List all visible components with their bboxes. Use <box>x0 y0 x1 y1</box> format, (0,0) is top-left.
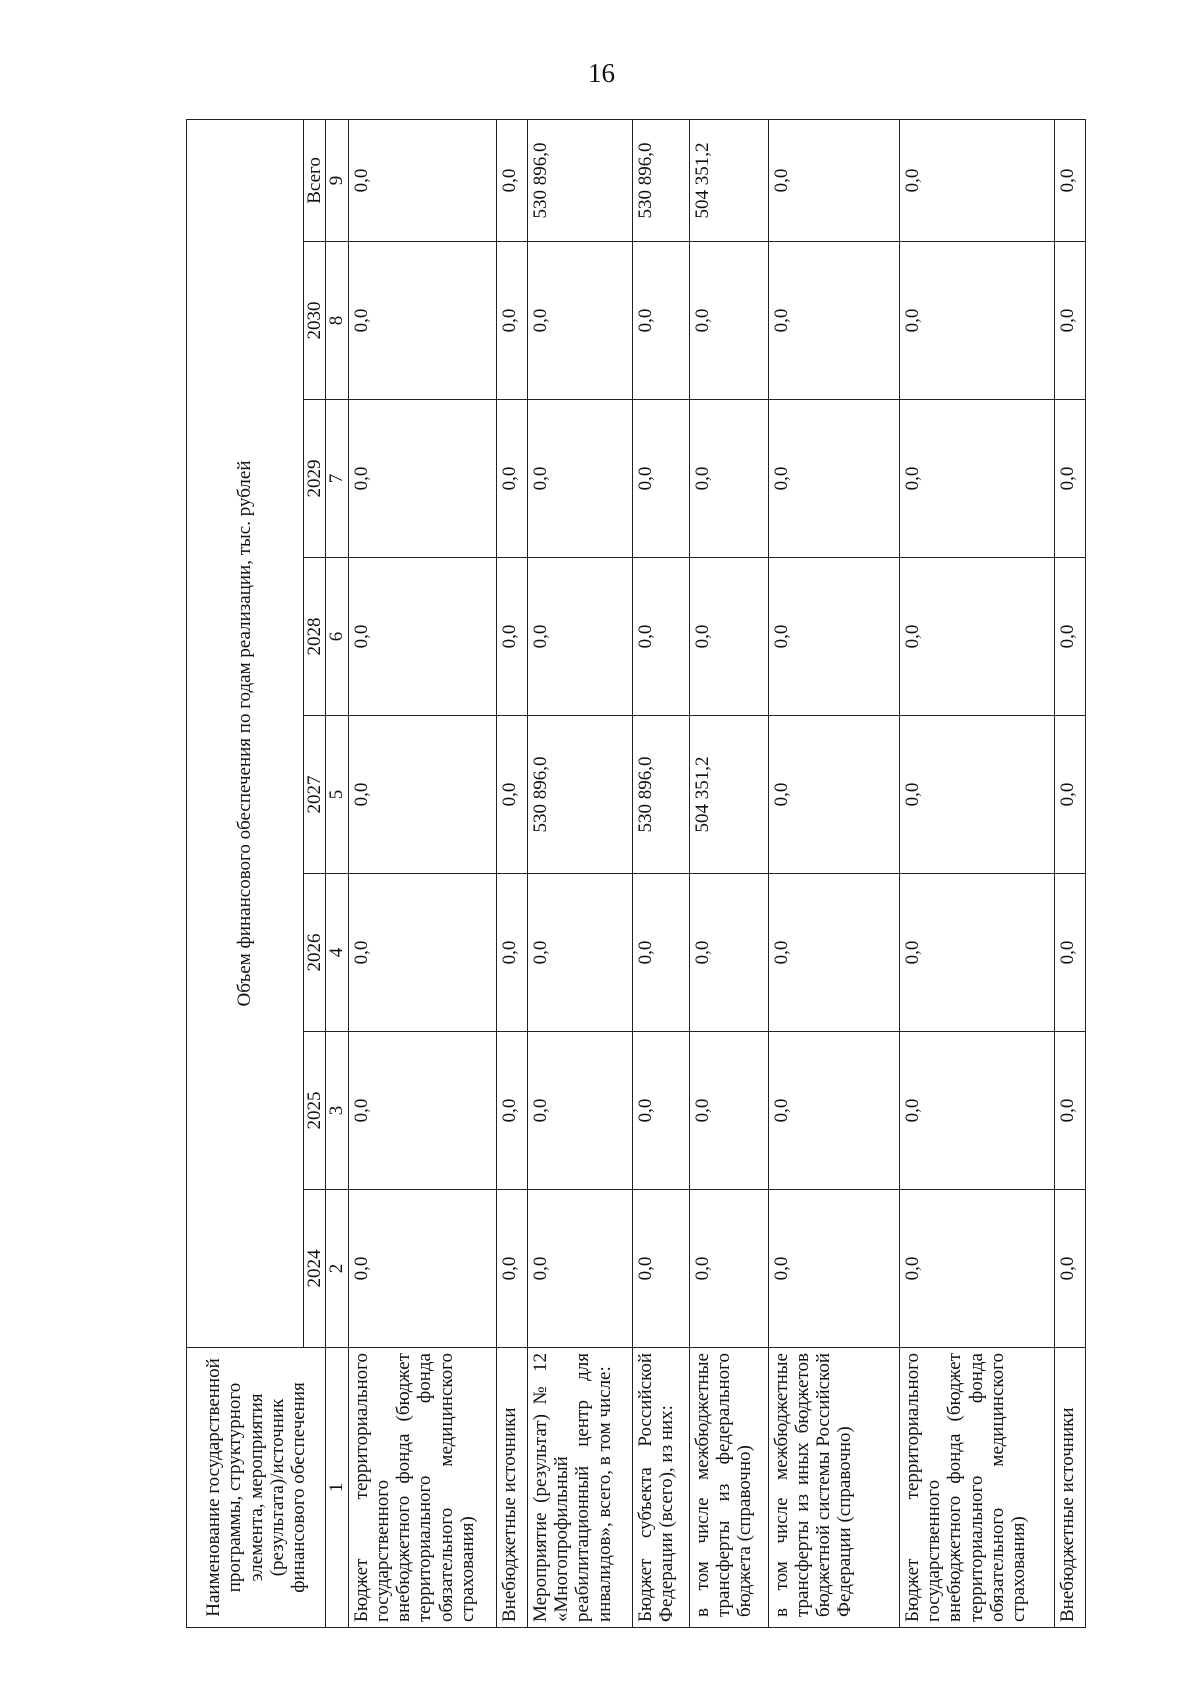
value-cell: 0,0 <box>689 400 768 558</box>
value-cell: 0,0 <box>899 242 1054 400</box>
value-cell: 0,0 <box>1055 119 1086 241</box>
table-row <box>527 119 632 1627</box>
value-cell: 0,0 <box>689 242 768 400</box>
value-cell: 0,0 <box>899 1190 1054 1348</box>
value-cell: 0,0 <box>632 1032 689 1190</box>
value-cell: 0,0 <box>1055 1032 1086 1190</box>
row-label: Внебюджетные источники <box>497 1348 528 1628</box>
value-cell: 0,0 <box>497 1032 528 1190</box>
value-cell: 0,0 <box>768 1190 899 1348</box>
year-header: 2025 <box>304 1032 326 1190</box>
value-cell: 0,0 <box>632 558 689 716</box>
column-index: 2 <box>326 1190 348 1348</box>
row-label: Бюджет субъекта Российской Федерации (всего), из них: <box>632 1348 689 1628</box>
value-cell: 0,0 <box>348 1190 497 1348</box>
year-header: 2026 <box>304 874 326 1032</box>
column-index: 9 <box>326 119 348 241</box>
total-header: Всего <box>304 119 326 241</box>
value-cell: 0,0 <box>632 874 689 1032</box>
value-cell: 0,0 <box>527 242 632 400</box>
value-cell: 0,0 <box>348 1032 497 1190</box>
value-cell: 0,0 <box>899 400 1054 558</box>
value-cell: 0,0 <box>348 400 497 558</box>
row-label: Бюджет территориального государственного внебюджетного фонда (бюджет территориального фонда обязательного медицинского страхования) <box>899 1348 1054 1628</box>
value-cell: 0,0 <box>899 1032 1054 1190</box>
value-cell: 0,0 <box>1055 242 1086 400</box>
value-cell: 0,0 <box>689 558 768 716</box>
value-cell: 0,0 <box>899 558 1054 716</box>
financing-table <box>186 119 1086 1628</box>
year-header: 2027 <box>304 716 326 874</box>
value-cell: 0,0 <box>527 1190 632 1348</box>
value-cell: 0,0 <box>1055 1190 1086 1348</box>
value-cell: 0,0 <box>768 400 899 558</box>
row-label: в том числе межбюджетные трансферты из федерального бюджета (справочно) <box>689 1348 768 1628</box>
value-cell: 0,0 <box>689 1190 768 1348</box>
value-cell: 0,0 <box>497 558 528 716</box>
column-index-row <box>326 119 348 1627</box>
table-row <box>899 119 1054 1627</box>
value-cell: 504 351,2 <box>689 716 768 874</box>
value-cell: 0,0 <box>899 119 1054 241</box>
value-cell: 0,0 <box>348 242 497 400</box>
value-cell: 0,0 <box>1055 874 1086 1032</box>
value-cell: 0,0 <box>768 874 899 1032</box>
value-cell: 0,0 <box>527 1032 632 1190</box>
value-cell: 0,0 <box>1055 716 1086 874</box>
table-row <box>497 119 528 1627</box>
year-header: 2024 <box>304 1190 326 1348</box>
value-cell: 0,0 <box>348 874 497 1032</box>
value-cell: 530 896,0 <box>527 119 632 241</box>
value-cell: 0,0 <box>497 874 528 1032</box>
value-cell: 0,0 <box>689 874 768 1032</box>
value-cell: 0,0 <box>1055 400 1086 558</box>
value-cell: 0,0 <box>899 874 1054 1032</box>
value-cell: 530 896,0 <box>632 119 689 241</box>
row-label: Бюджет территориального государственного внебюджетного фонда (бюджет территориального фонда обязательного медицинского страхования) <box>348 1348 497 1628</box>
value-cell: 0,0 <box>348 716 497 874</box>
page-number: 16 <box>588 58 615 88</box>
value-cell: 0,0 <box>527 558 632 716</box>
table-row <box>1055 119 1086 1627</box>
row-label: в том числе межбюджетные трансферты из иных бюджетов бюджетной системы Российской Федерации (справочно) <box>768 1348 899 1628</box>
year-header: 2030 <box>304 242 326 400</box>
column-index: 3 <box>326 1032 348 1190</box>
value-cell: 0,0 <box>632 400 689 558</box>
value-cell: 0,0 <box>497 400 528 558</box>
value-cell: 0,0 <box>768 1032 899 1190</box>
table-row <box>689 119 768 1627</box>
value-cell: 0,0 <box>348 119 497 241</box>
value-cell: 530 896,0 <box>527 716 632 874</box>
value-cell: 0,0 <box>768 558 899 716</box>
value-cell: 0,0 <box>497 242 528 400</box>
value-cell: 0,0 <box>899 716 1054 874</box>
column-index: 7 <box>326 400 348 558</box>
value-cell: 0,0 <box>527 874 632 1032</box>
value-cell: 0,0 <box>497 119 528 241</box>
name-column-header: Наименование государственной программы, структурного элемента, мероприятия (результата)/источник финансового обеспечения <box>187 1348 326 1628</box>
column-index: 5 <box>326 716 348 874</box>
column-index: 4 <box>326 874 348 1032</box>
column-index: 1 <box>326 1348 348 1628</box>
value-cell: 0,0 <box>348 558 497 716</box>
table-row <box>768 119 899 1627</box>
value-cell: 0,0 <box>689 1032 768 1190</box>
volume-header: Объем финансового обеспечения по годам реализации, тыс. рублей <box>187 119 304 1347</box>
value-cell: 0,0 <box>768 242 899 400</box>
rotated-table-wrapper <box>186 120 1086 1628</box>
value-cell: 0,0 <box>497 716 528 874</box>
column-index: 8 <box>326 242 348 400</box>
column-index: 6 <box>326 558 348 716</box>
year-header: 2029 <box>304 400 326 558</box>
value-cell: 530 896,0 <box>632 716 689 874</box>
value-cell: 0,0 <box>497 1190 528 1348</box>
row-label: Внебюджетные источники <box>1055 1348 1086 1628</box>
year-header: 2028 <box>304 558 326 716</box>
value-cell: 0,0 <box>768 119 899 241</box>
table-row <box>348 119 497 1627</box>
table-row <box>632 119 689 1627</box>
value-cell: 0,0 <box>632 242 689 400</box>
value-cell: 0,0 <box>632 1190 689 1348</box>
row-label: Мероприятие (результат) № 12 «Многопрофильный реабилитационный центр для инвалидов», всего, в том числе: <box>527 1348 632 1628</box>
value-cell: 0,0 <box>1055 558 1086 716</box>
value-cell: 0,0 <box>527 400 632 558</box>
value-cell: 0,0 <box>768 716 899 874</box>
value-cell: 504 351,2 <box>689 119 768 241</box>
